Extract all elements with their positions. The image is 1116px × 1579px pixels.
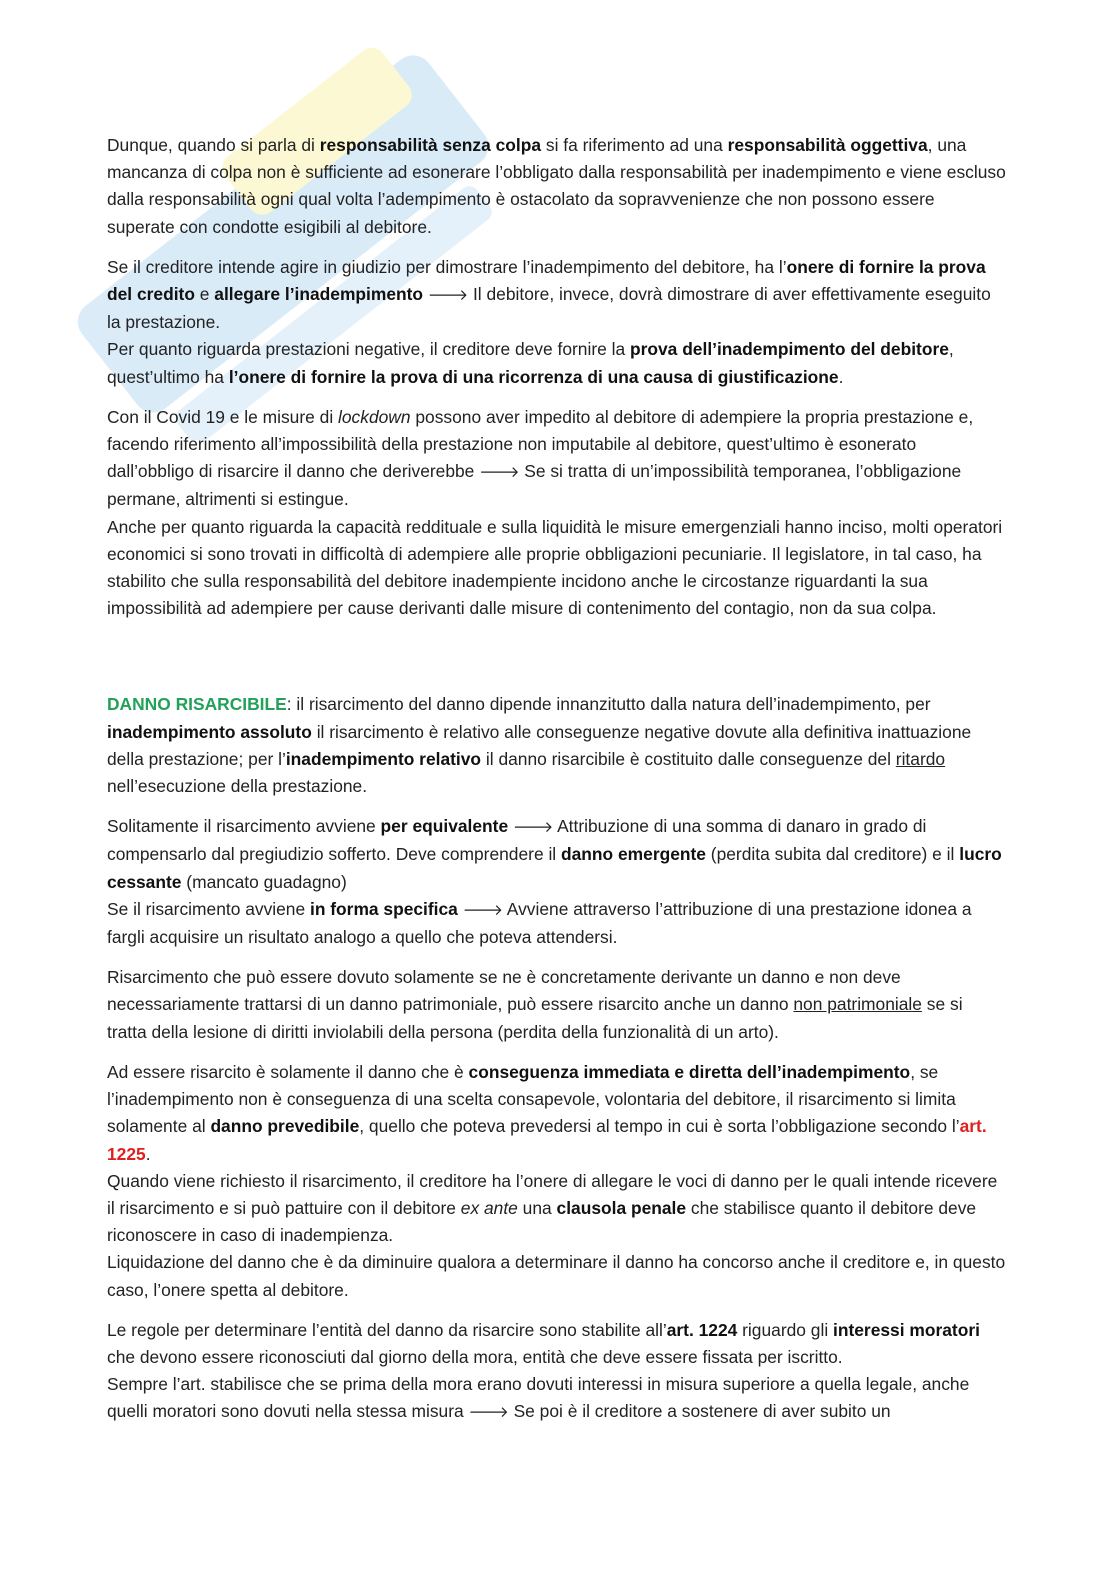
text-run: possono aver impedito al debitore di adempiere la propria prestazione e, facendo riferimento all’impossibilità della prestazione non imputabile al debitore, quest’ultimo è esonerato dall’obbligo di risarcire il danno che deriverebbe bbox=[107, 406, 974, 482]
text-run: Attribuzione di una somma di danaro in grado di compensarlo dal pregiudizio sofferto. Deve comprendere il bbox=[107, 816, 927, 865]
paragraph bbox=[107, 896, 1007, 951]
bold-term: inadempimento relativo bbox=[285, 748, 482, 769]
text-run: . bbox=[145, 1143, 151, 1164]
bold-term: in forma specifica bbox=[309, 898, 458, 919]
text-run: Quando viene richiesto il risarcimento, il creditore ha l’onere di allegare le voci di danno per le quali intende ricevere il risarcimento e si può pattuire con il debitore bbox=[107, 1170, 998, 1218]
bold-term: conseguenza immediata e diretta dell’inadempimento bbox=[468, 1061, 911, 1082]
bold-term: art. 1224 bbox=[666, 1319, 738, 1340]
italic-term: lockdown bbox=[338, 406, 411, 427]
text-run: il risarcimento è relativo alle conseguenze negative dovute alla definitiva inattuazione della prestazione; per l’ bbox=[107, 721, 972, 769]
paragraph bbox=[107, 254, 1007, 337]
text-run: Con il Covid 19 e le misure di bbox=[107, 406, 339, 427]
arrow-icon: 🡒 bbox=[468, 1403, 509, 1422]
bold-term: prova dell’inadempimento del debitore bbox=[630, 339, 949, 360]
bold-term: danno prevedibile bbox=[210, 1116, 360, 1137]
text-run: Per quanto riguarda prestazioni negative, il creditore deve fornire la bbox=[107, 339, 630, 360]
text-run: Se il creditore intende agire in giudizio per dimostrare l’inadempimento del debitore, ha l’ bbox=[107, 256, 787, 277]
text-run: , se l’inadempimento non è conseguenza di una scelta consapevole, volontaria del debitore, il risarcimento si limita solamente al bbox=[107, 1061, 956, 1137]
text-run: e bbox=[194, 284, 215, 305]
text-run: che stabilisce quanto il debitore deve riconoscere in caso di inadempienza. bbox=[107, 1197, 977, 1246]
bold-term: lucro cessante bbox=[107, 844, 1002, 892]
text-run: Il debitore, invece, dovrà dimostrare di aver effettivamente eseguito la prestazione. bbox=[107, 284, 991, 333]
text-run: il danno risarcibile è costituito dalle conseguenze del bbox=[481, 748, 896, 769]
paragraph bbox=[107, 336, 1007, 390]
paragraph bbox=[107, 1371, 1007, 1426]
text-run: nell’esecuzione della prestazione. bbox=[107, 776, 368, 797]
text-run: Dunque, quando si parla di bbox=[107, 135, 320, 155]
section-gap bbox=[107, 635, 1007, 691]
bold-term: responsabilità senza colpa bbox=[319, 135, 542, 155]
underlined-term: ritardo bbox=[895, 748, 946, 769]
bold-term: danno emergente bbox=[561, 844, 706, 865]
text-run: Risarcimento che può essere dovuto solamente se ne è concretamente derivante un danno e non deve necessariamente trattarsi di un danno patrimoniale, può essere risarcito anche un danno bbox=[107, 967, 901, 1015]
arrow-icon: 🡒 bbox=[479, 463, 520, 482]
text-run: Se si tratta di un’impossibilità temporanea, l’obbligazione permane, altrimenti si estingue. bbox=[107, 461, 962, 510]
text-run: riguardo gli bbox=[737, 1319, 834, 1340]
document-page bbox=[107, 132, 1007, 1427]
text-run: Solitamente il risarcimento avviene bbox=[107, 816, 381, 837]
text-run: , una mancanza di colpa non è sufficiente ad esonerare l’obbligato dalla responsabilità per inadempimento e viene escluso dalla responsabilità ogni qual volta l’adempimento è ostacolato da sopravvenienze che non possono essere superate con condotte esigibili al debitore. bbox=[107, 135, 1006, 237]
bold-term: interessi moratori bbox=[833, 1319, 980, 1340]
bold-term: responsabilità oggettiva bbox=[727, 135, 928, 155]
text-run: Se poi è il creditore a sostenere di aver subito un bbox=[508, 1401, 891, 1422]
section-heading: DANNO RISARCIBILE bbox=[107, 694, 287, 715]
text-run: : il risarcimento del danno dipende innanzitutto dalla natura dell’inadempimento, per bbox=[286, 694, 931, 715]
text-run: si fa riferimento ad una bbox=[541, 135, 728, 155]
bold-term: per equivalente bbox=[380, 816, 509, 837]
paragraph bbox=[107, 514, 1007, 623]
paragraph bbox=[107, 1059, 1007, 1168]
paragraph bbox=[107, 132, 1007, 241]
paragraph bbox=[107, 691, 1007, 800]
bold-term: inadempimento assoluto bbox=[107, 721, 312, 742]
paragraph bbox=[107, 1317, 1007, 1371]
paragraph bbox=[107, 1249, 1007, 1303]
arrow-icon: 🡒 bbox=[427, 286, 469, 305]
text-run: Le regole per determinare l’entità del danno da risarcire sono stabilite all’ bbox=[107, 1319, 667, 1340]
paragraph bbox=[107, 1168, 1007, 1250]
bold-term: l’onere di fornire la prova di una ricorrenza di una causa di giustificazione bbox=[228, 366, 839, 387]
text-run: Sempre l’art. stabilisce che se prima della mora erano dovuti interessi in misura superiore a quella legale, anche quelli moratori sono dovuti nella stessa misura bbox=[107, 1374, 970, 1422]
text-run: (perdita subita dal creditore) e il bbox=[705, 844, 960, 865]
bold-term: clausola penale bbox=[556, 1197, 687, 1218]
text-run: una bbox=[517, 1197, 557, 1218]
italic-term: ex ante bbox=[460, 1197, 518, 1218]
text-run: . bbox=[838, 366, 844, 387]
article-reference: art. 1225 bbox=[107, 1116, 987, 1164]
text-run: Liquidazione del danno che è da diminuire qualora a determinare il danno ha concorso anche il creditore e, in questo caso, l’onere spetta al debitore. bbox=[107, 1252, 1006, 1300]
text-run: Anche per quanto riguarda la capacità reddituale e sulla liquidità le misure emergenziali hanno inciso, molti operatori economici si sono trovati in difficoltà di adempiere alle proprie obbligazioni pecuniarie. Il legislatore, in tal caso, ha stabilito che sulla responsabilità del debitore inadempiente incidono anche le circostanze riguardanti la sua impossibilità ad adempiere per cause derivanti dalle misure di contenimento del contagio, non da sua colpa. bbox=[107, 516, 1003, 619]
paragraph bbox=[107, 813, 1007, 896]
arrow-icon: 🡒 bbox=[462, 900, 503, 919]
text-run: Se il risarcimento avviene bbox=[107, 898, 310, 919]
bold-term: onere di fornire la prova del credito bbox=[107, 256, 986, 305]
text-run: se si tratta della lesione di diritti inviolabili della persona (perdita della funzionalità di un arto). bbox=[107, 994, 963, 1042]
paragraph bbox=[107, 404, 1007, 514]
text-run: Ad essere risarcito è solamente il danno che è bbox=[107, 1061, 469, 1082]
text-run: , quest’ultimo ha bbox=[107, 339, 954, 387]
text-run: (mancato guadagno) bbox=[181, 871, 347, 892]
bold-term: allegare l’inadempimento bbox=[214, 284, 424, 305]
text-run: Avviene attraverso l’attribuzione di una prestazione idonea a fargli acquisire un risultato analogo a quello che poteva attendersi. bbox=[107, 898, 972, 948]
text-run: che devono essere riconosciuti dal giorno della mora, entità che deve essere fissata per iscritto. bbox=[107, 1346, 843, 1367]
underlined-term: non patrimoniale bbox=[793, 994, 922, 1015]
text-run: , quello che poteva prevedersi al tempo in cui è sorta l’obbligazione secondo l’ bbox=[359, 1116, 960, 1137]
paragraph bbox=[107, 964, 1007, 1046]
arrow-icon: 🡒 bbox=[512, 818, 554, 837]
